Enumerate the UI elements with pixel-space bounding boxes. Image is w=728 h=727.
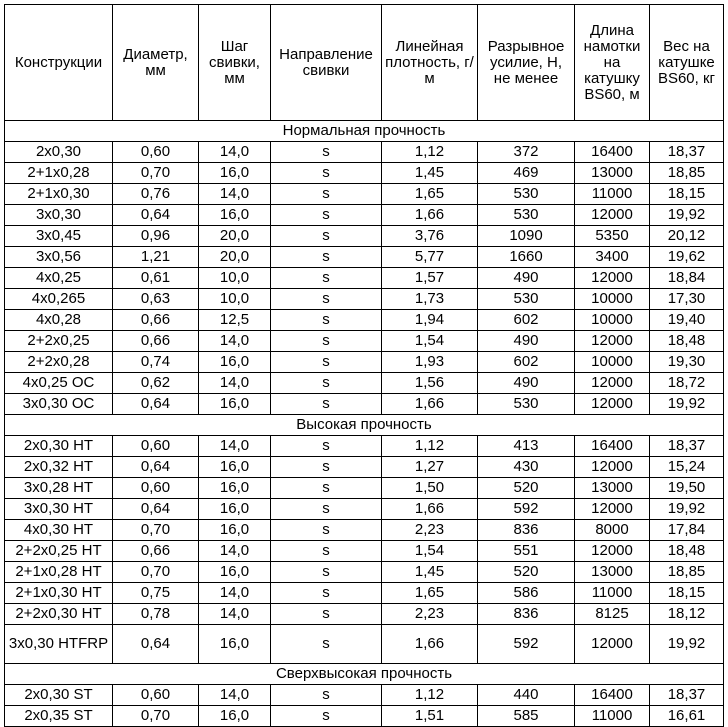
table-cell: s	[271, 142, 382, 163]
table-cell: 469	[478, 163, 575, 184]
table-row	[5, 373, 724, 394]
table-cell: 4x0,30 HT	[5, 520, 113, 541]
table-cell: 1660	[478, 247, 575, 268]
table-cell: 0,96	[113, 226, 199, 247]
table-cell: 1090	[478, 226, 575, 247]
table-cell: 3x0,30	[5, 205, 113, 226]
table-cell: 0,61	[113, 268, 199, 289]
table-cell: 14,0	[199, 331, 271, 352]
table-row	[5, 289, 724, 310]
table-cell: 3400	[575, 247, 650, 268]
table-cell: 1,66	[382, 394, 478, 415]
table-row	[5, 331, 724, 352]
table-cell: 10000	[575, 352, 650, 373]
table-row	[5, 520, 724, 541]
column-header: Диаметр, мм	[113, 5, 199, 121]
table-cell: 2x0,30 ST	[5, 685, 113, 706]
table-cell: s	[271, 331, 382, 352]
table-cell: 18,37	[650, 685, 724, 706]
column-header: Разрывное усилие, Н, не менее	[478, 5, 575, 121]
table-cell: 2+2x0,28	[5, 352, 113, 373]
table-cell: 14,0	[199, 541, 271, 562]
table-cell: 14,0	[199, 583, 271, 604]
table-cell: 20,0	[199, 247, 271, 268]
table-cell: s	[271, 706, 382, 727]
table-cell: s	[271, 226, 382, 247]
column-header: Направление свивки	[271, 5, 382, 121]
table-cell: 602	[478, 310, 575, 331]
table-cell: 1,45	[382, 562, 478, 583]
column-header: Конструкции	[5, 5, 113, 121]
table-cell: 520	[478, 562, 575, 583]
table-cell: s	[271, 436, 382, 457]
table-cell: 1,12	[382, 685, 478, 706]
table-row	[5, 352, 724, 373]
table-cell: 16,0	[199, 352, 271, 373]
table-cell: 3x0,30 HT	[5, 499, 113, 520]
table-cell: 1,50	[382, 478, 478, 499]
table-cell: 16400	[575, 436, 650, 457]
table-cell: 2+1x0,28 HT	[5, 562, 113, 583]
table-cell: 11000	[575, 706, 650, 727]
table-cell: 0,60	[113, 478, 199, 499]
table-row	[5, 436, 724, 457]
table-cell: s	[271, 205, 382, 226]
table-row	[5, 685, 724, 706]
table-cell: 16,0	[199, 499, 271, 520]
table-cell: 14,0	[199, 184, 271, 205]
table-cell: 490	[478, 331, 575, 352]
specs-table	[4, 4, 724, 727]
table-cell: 2,23	[382, 520, 478, 541]
table-cell: 18,48	[650, 541, 724, 562]
table-cell: 13000	[575, 163, 650, 184]
table-cell: 1,73	[382, 289, 478, 310]
table-cell: 16400	[575, 142, 650, 163]
table-cell: 551	[478, 541, 575, 562]
table-cell: 12000	[575, 394, 650, 415]
table-cell: 3x0,28 HT	[5, 478, 113, 499]
section-row	[5, 415, 724, 436]
table-cell: s	[271, 562, 382, 583]
table-cell: 430	[478, 457, 575, 478]
table-cell: 0,78	[113, 604, 199, 625]
table-cell: 18,15	[650, 184, 724, 205]
table-cell: 12000	[575, 457, 650, 478]
table-cell: 1,56	[382, 373, 478, 394]
table-cell: 530	[478, 394, 575, 415]
table-cell: 0,66	[113, 331, 199, 352]
table-cell: 16,0	[199, 457, 271, 478]
table-cell: 12000	[575, 373, 650, 394]
table-cell: 2x0,30 HT	[5, 436, 113, 457]
table-row	[5, 226, 724, 247]
table-cell: 19,40	[650, 310, 724, 331]
table-cell: 0,70	[113, 520, 199, 541]
table-cell: s	[271, 499, 382, 520]
table-cell: 4x0,25	[5, 268, 113, 289]
table-cell: 585	[478, 706, 575, 727]
table-cell: 16,0	[199, 478, 271, 499]
section-row	[5, 664, 724, 685]
header-row	[5, 5, 724, 121]
table-cell: 0,63	[113, 289, 199, 310]
table-cell: 836	[478, 520, 575, 541]
table-row	[5, 604, 724, 625]
table-row	[5, 247, 724, 268]
table-cell: 2x0,30	[5, 142, 113, 163]
table-cell: 3x0,30 HTFRP	[5, 625, 113, 664]
table-cell: 16,0	[199, 562, 271, 583]
table-cell: s	[271, 478, 382, 499]
table-cell: 490	[478, 268, 575, 289]
section-title: Сверхвысокая прочность	[5, 664, 724, 685]
table-row	[5, 562, 724, 583]
table-row	[5, 478, 724, 499]
table-cell: s	[271, 268, 382, 289]
table-cell: 3x0,30 OC	[5, 394, 113, 415]
table-cell: 17,30	[650, 289, 724, 310]
table-cell: 1,54	[382, 541, 478, 562]
table-cell: 10000	[575, 289, 650, 310]
table-cell: s	[271, 247, 382, 268]
table-cell: 0,70	[113, 706, 199, 727]
table-cell: 14,0	[199, 373, 271, 394]
table-cell: 592	[478, 625, 575, 664]
table-cell: 10,0	[199, 268, 271, 289]
table-cell: 2x0,32 HT	[5, 457, 113, 478]
table-row	[5, 457, 724, 478]
table-cell: 19,62	[650, 247, 724, 268]
table-cell: s	[271, 685, 382, 706]
section-row	[5, 121, 724, 142]
table-cell: 0,64	[113, 625, 199, 664]
table-cell: 20,0	[199, 226, 271, 247]
table-cell: s	[271, 520, 382, 541]
table-cell: 12,5	[199, 310, 271, 331]
table-cell: 1,94	[382, 310, 478, 331]
table-cell: 12000	[575, 268, 650, 289]
table-cell: 2+1x0,30	[5, 184, 113, 205]
table-cell: 15,24	[650, 457, 724, 478]
table-cell: 1,66	[382, 625, 478, 664]
table-cell: 19,50	[650, 478, 724, 499]
table-row	[5, 142, 724, 163]
table-cell: 5350	[575, 226, 650, 247]
table-row	[5, 583, 724, 604]
table-cell: 0,64	[113, 394, 199, 415]
table-cell: s	[271, 310, 382, 331]
table-cell: 18,12	[650, 604, 724, 625]
table-cell: 530	[478, 205, 575, 226]
table-cell: 2+1x0,28	[5, 163, 113, 184]
table-row	[5, 625, 724, 664]
table-row	[5, 541, 724, 562]
column-header: Длина намотки на катушку BS60, м	[575, 5, 650, 121]
table-cell: s	[271, 373, 382, 394]
table-cell: 19,92	[650, 394, 724, 415]
table-cell: 836	[478, 604, 575, 625]
table-cell: 0,64	[113, 499, 199, 520]
table-cell: 16,0	[199, 205, 271, 226]
table-row	[5, 706, 724, 727]
table-cell: s	[271, 394, 382, 415]
table-cell: 10,0	[199, 289, 271, 310]
table-cell: 1,66	[382, 499, 478, 520]
table-cell: 18,84	[650, 268, 724, 289]
table-cell: 19,92	[650, 205, 724, 226]
table-cell: 18,37	[650, 436, 724, 457]
table-cell: 0,70	[113, 562, 199, 583]
table-cell: 530	[478, 289, 575, 310]
section-title: Высокая прочность	[5, 415, 724, 436]
table-cell: 11000	[575, 583, 650, 604]
table-cell: 18,37	[650, 142, 724, 163]
table-cell: 1,12	[382, 436, 478, 457]
table-cell: 16,0	[199, 625, 271, 664]
table-cell: 1,51	[382, 706, 478, 727]
table-cell: 14,0	[199, 436, 271, 457]
table-cell: 0,62	[113, 373, 199, 394]
table-cell: 12000	[575, 541, 650, 562]
table-body	[5, 121, 724, 727]
table-cell: 18,85	[650, 163, 724, 184]
table-cell: 16,0	[199, 394, 271, 415]
table-cell: 2x0,35 ST	[5, 706, 113, 727]
table-cell: 18,15	[650, 583, 724, 604]
table-cell: 520	[478, 478, 575, 499]
table-row	[5, 310, 724, 331]
table-cell: 0,70	[113, 163, 199, 184]
table-cell: 1,45	[382, 163, 478, 184]
table-cell: 530	[478, 184, 575, 205]
table-cell: 14,0	[199, 142, 271, 163]
table-cell: 8000	[575, 520, 650, 541]
table-cell: 4x0,28	[5, 310, 113, 331]
table-cell: 20,12	[650, 226, 724, 247]
table-cell: 19,92	[650, 499, 724, 520]
table-row	[5, 499, 724, 520]
table-cell: 16,0	[199, 706, 271, 727]
table-cell: 18,85	[650, 562, 724, 583]
table-cell: 2+2x0,30 HT	[5, 604, 113, 625]
table-cell: 1,65	[382, 583, 478, 604]
table-cell: 16400	[575, 685, 650, 706]
table-cell: 14,0	[199, 604, 271, 625]
table-cell: 14,0	[199, 685, 271, 706]
table-cell: s	[271, 457, 382, 478]
table-cell: 1,12	[382, 142, 478, 163]
section-title: Нормальная прочность	[5, 121, 724, 142]
table-cell: 1,54	[382, 331, 478, 352]
table-cell: 3x0,56	[5, 247, 113, 268]
table-cell: s	[271, 541, 382, 562]
table-cell: 19,92	[650, 625, 724, 664]
table-cell: s	[271, 625, 382, 664]
table-cell: 18,48	[650, 331, 724, 352]
table-cell: 12000	[575, 499, 650, 520]
table-cell: 592	[478, 499, 575, 520]
column-header: Шаг свивки, мм	[199, 5, 271, 121]
table-row	[5, 184, 724, 205]
table-cell: 1,57	[382, 268, 478, 289]
table-cell: 12000	[575, 331, 650, 352]
table-cell: 0,74	[113, 352, 199, 373]
table-cell: 586	[478, 583, 575, 604]
table-cell: 2,23	[382, 604, 478, 625]
table-cell: 0,66	[113, 310, 199, 331]
table-cell: 17,84	[650, 520, 724, 541]
table-cell: 0,60	[113, 436, 199, 457]
table-row	[5, 268, 724, 289]
table-cell: 1,21	[113, 247, 199, 268]
table-cell: s	[271, 289, 382, 310]
table-row	[5, 205, 724, 226]
table-cell: 602	[478, 352, 575, 373]
table-cell: 0,64	[113, 205, 199, 226]
table-cell: 1,66	[382, 205, 478, 226]
table-cell: 0,76	[113, 184, 199, 205]
table-cell: 440	[478, 685, 575, 706]
table-cell: 16,0	[199, 520, 271, 541]
table-cell: 18,72	[650, 373, 724, 394]
table-cell: 10000	[575, 310, 650, 331]
table-cell: 490	[478, 373, 575, 394]
table-cell: 5,77	[382, 247, 478, 268]
table-cell: 2+2x0,25 HT	[5, 541, 113, 562]
table-cell: s	[271, 184, 382, 205]
table-cell: 11000	[575, 184, 650, 205]
table-cell: 12000	[575, 625, 650, 664]
table-row	[5, 394, 724, 415]
table-cell: 19,30	[650, 352, 724, 373]
table-cell: s	[271, 163, 382, 184]
column-header: Линейная плотность, г/м	[382, 5, 478, 121]
table-cell: 1,27	[382, 457, 478, 478]
table-cell: 0,60	[113, 685, 199, 706]
table-cell: 13000	[575, 562, 650, 583]
table-cell: 2+1x0,30 HT	[5, 583, 113, 604]
table-cell: 12000	[575, 205, 650, 226]
table-cell: 4x0,265	[5, 289, 113, 310]
column-header: Вес на катушке BS60, кг	[650, 5, 724, 121]
table-cell: 1,65	[382, 184, 478, 205]
table-cell: 16,61	[650, 706, 724, 727]
table-cell: s	[271, 352, 382, 373]
table-cell: 413	[478, 436, 575, 457]
table-cell: 0,60	[113, 142, 199, 163]
table-cell: 0,64	[113, 457, 199, 478]
table-cell: 8125	[575, 604, 650, 625]
table-cell: s	[271, 604, 382, 625]
table-cell: 0,75	[113, 583, 199, 604]
table-cell: 3,76	[382, 226, 478, 247]
table-row	[5, 163, 724, 184]
table-cell: 372	[478, 142, 575, 163]
table-cell: 3x0,45	[5, 226, 113, 247]
table-cell: 2+2x0,25	[5, 331, 113, 352]
table-cell: s	[271, 583, 382, 604]
table-cell: 16,0	[199, 163, 271, 184]
table-cell: 0,66	[113, 541, 199, 562]
table-cell: 13000	[575, 478, 650, 499]
table-cell: 1,93	[382, 352, 478, 373]
table-cell: 4x0,25 OC	[5, 373, 113, 394]
